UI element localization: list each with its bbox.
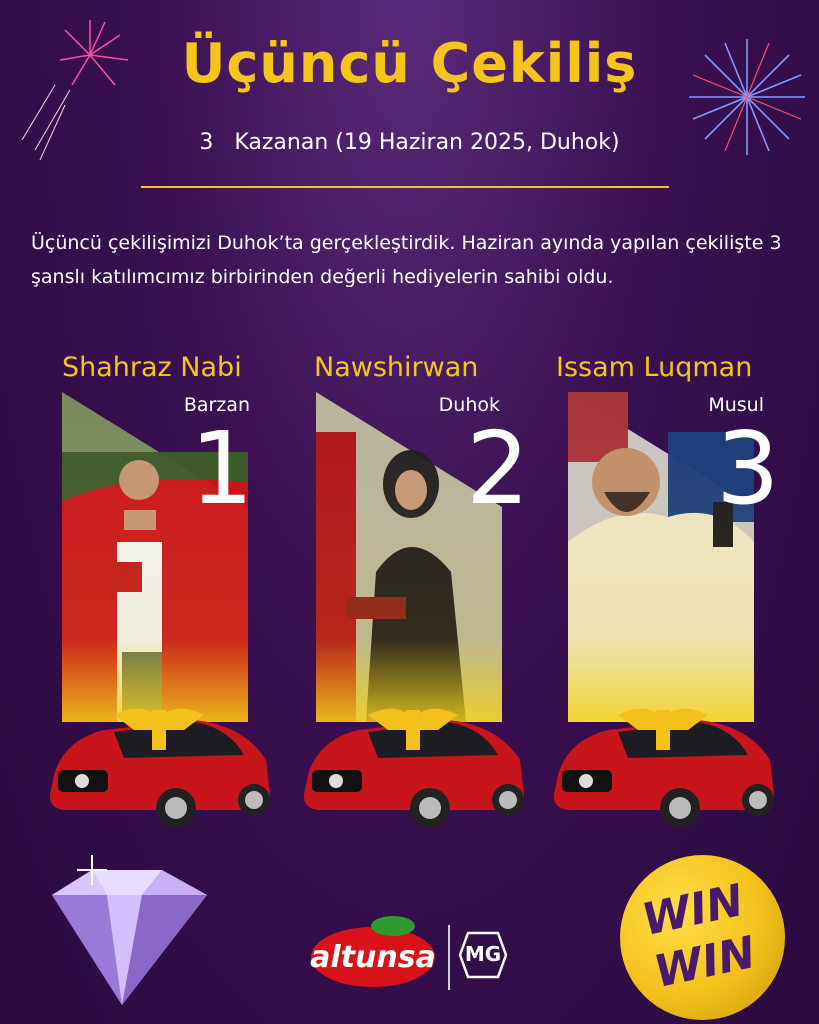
- mg-wordmark: MG: [464, 942, 502, 966]
- winner-1-rank: 1: [190, 410, 254, 527]
- page-subtitle: 3 Kazanan (19 Haziran 2025, Duhok): [199, 130, 620, 155]
- winner-3-city: Musul: [708, 394, 764, 416]
- winner-3-rank: 3: [716, 410, 780, 527]
- title-divider: [141, 186, 669, 188]
- winner-1-city: Barzan: [183, 394, 250, 416]
- altunsa-logo: [308, 912, 438, 992]
- altunsa-wordmark: altunsa: [310, 940, 436, 975]
- winner-2-name: Nawshirwan: [314, 352, 479, 383]
- win-win-badge: [620, 855, 785, 1020]
- winner-2-city: Duhok: [438, 394, 500, 416]
- winner-1-name: Shahraz Nabi: [62, 352, 242, 383]
- winner-2-rank: 2: [466, 410, 530, 527]
- logo-separator: [448, 925, 450, 990]
- car-2-image: [298, 700, 528, 830]
- win-win-line-1: WIN: [637, 874, 748, 947]
- diamond-icon: [22, 855, 222, 1015]
- winner-3-name: Issam Luqman: [556, 352, 753, 383]
- car-3-image: [548, 700, 778, 830]
- car-1-image: [44, 700, 274, 830]
- mg-logo: [458, 930, 508, 980]
- win-win-line-2: WIN: [649, 926, 760, 999]
- page-title: Üçüncü Çekiliş: [181, 32, 638, 95]
- intro-text: Üçüncü çekilişimizi Duhok’ta gerçekleştirdik. Haziran ayında yapılan çekilişte 3 şanslı katılımcımız birbirinden değerli hediyelerin sahibi oldu.: [31, 232, 782, 288]
